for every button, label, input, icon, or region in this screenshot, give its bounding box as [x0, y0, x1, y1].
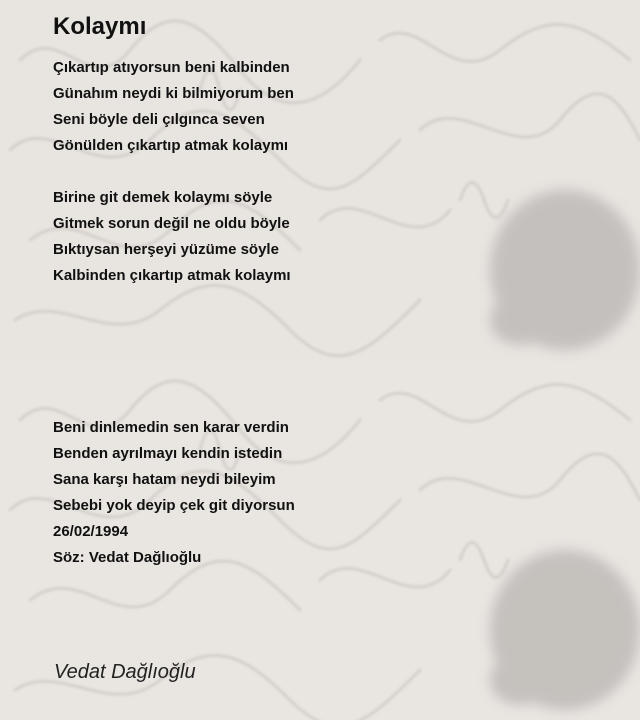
poem-line: Birine git demek kolaymı söyle	[53, 189, 273, 206]
stanza-2	[53, 185, 291, 289]
poem-line: Gönülden çıkartıp atmak kolaymı	[53, 137, 289, 154]
poem-line: Sana karşı hatam neydi bileyim	[53, 471, 276, 488]
poem-line: Çıkartıp atıyorsun beni kalbinden	[53, 59, 290, 76]
ink-blot-top	[490, 190, 640, 350]
poem-author: Vedat Dağlıoğlu	[54, 661, 196, 683]
poem-line: Kalbinden çıkartıp atmak kolaymı	[53, 267, 291, 284]
stanza-1	[53, 55, 294, 159]
poem-line: Seni böyle deli çılgınca seven	[53, 111, 265, 128]
poem-date: 26/02/1994	[53, 523, 129, 540]
poem-line: Gitmek sorun değil ne oldu böyle	[53, 215, 290, 232]
stanza-3	[53, 415, 295, 571]
poem-lyricist-credit: Söz: Vedat Dağlıoğlu	[53, 549, 202, 566]
poem-line: Sebebi yok deyip çek git diyorsun	[53, 497, 295, 514]
ink-blot-bottom	[490, 550, 640, 710]
poem-line: Benden ayrılmayı kendin istedin	[53, 445, 283, 462]
poem-line: Bıktıysan herşeyi yüzüme söyle	[53, 241, 279, 258]
poem-line: Beni dinlemedin sen karar verdin	[53, 419, 289, 436]
poem-title: Kolaymı	[53, 13, 147, 40]
poem-line: Günahım neydi ki bilmiyorum ben	[53, 85, 294, 102]
